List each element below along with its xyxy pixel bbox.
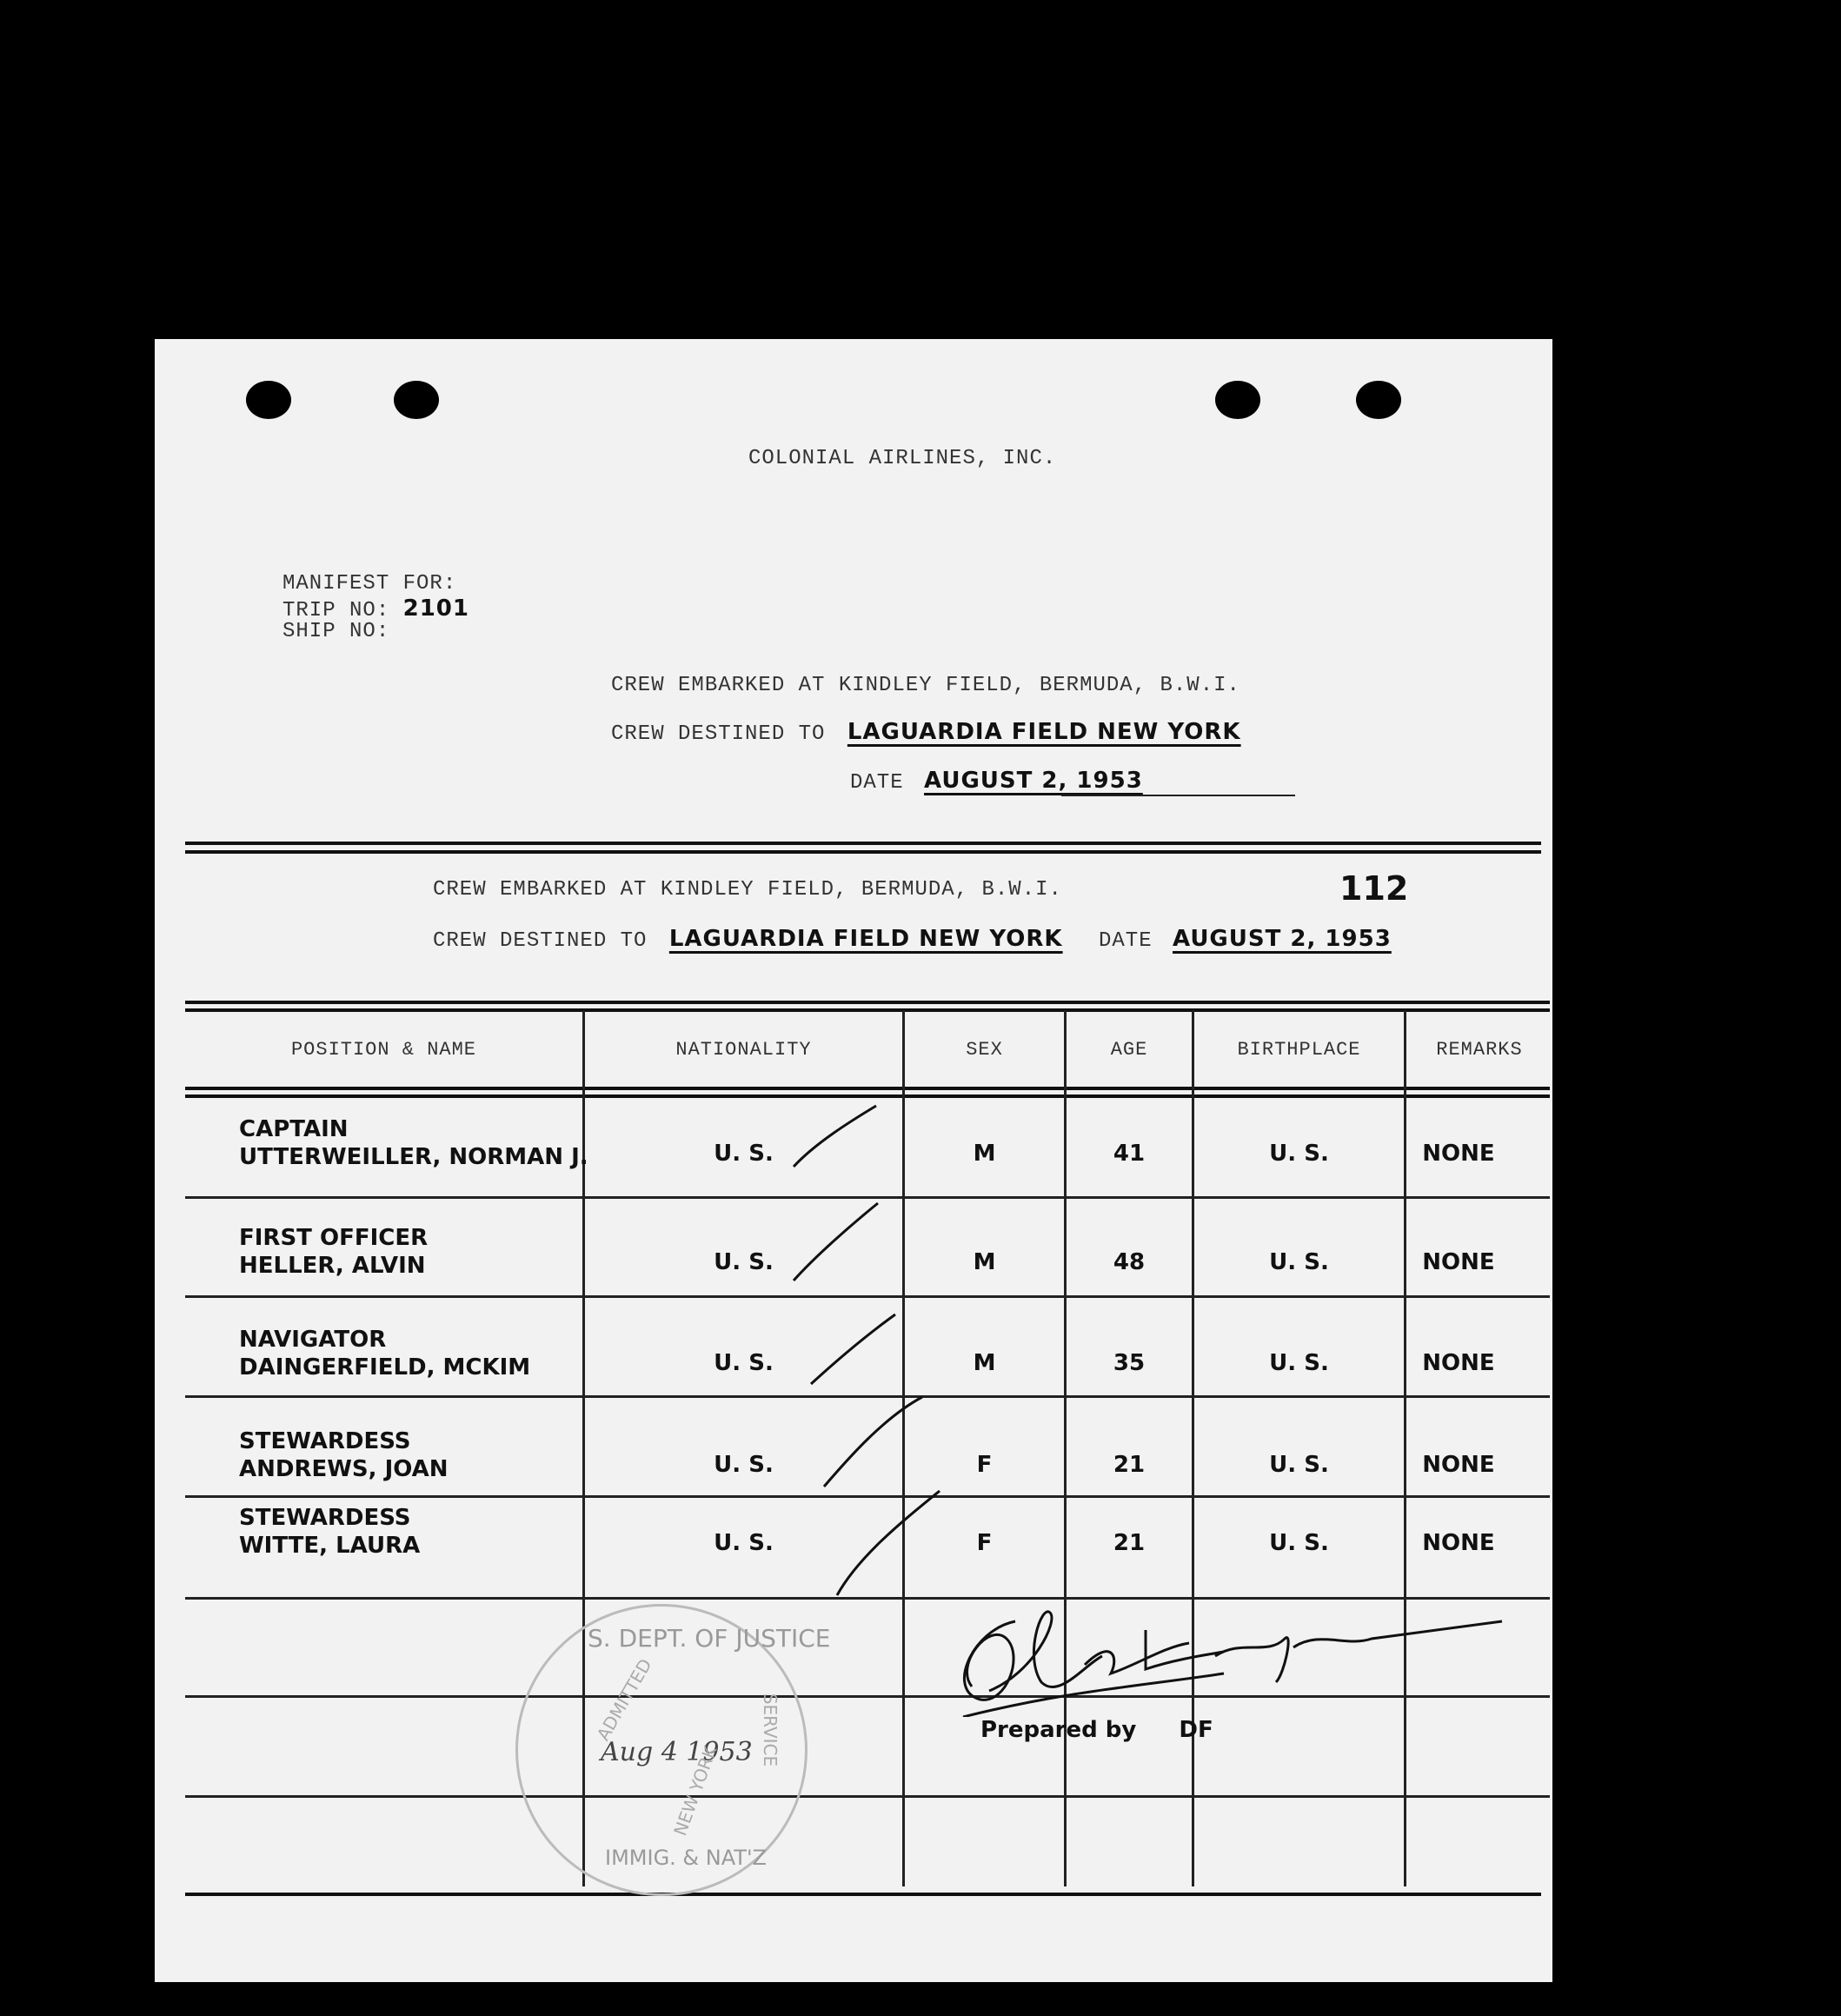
trip-label: TRIP NO: bbox=[282, 599, 390, 622]
crew-position: STEWARDESS bbox=[239, 1505, 411, 1531]
manifest-for-label: MANIFEST FOR: bbox=[282, 572, 457, 595]
upper-date: AUGUST 2, 1953 bbox=[924, 768, 1143, 794]
prepared-by-label: Prepared by bbox=[980, 1717, 1137, 1743]
age-cell: 21 bbox=[1113, 1530, 1146, 1556]
crew-name: WITTE, LAURA bbox=[239, 1533, 421, 1559]
crew-name: ANDREWS, JOAN bbox=[239, 1456, 449, 1482]
age-cell: 48 bbox=[1113, 1249, 1146, 1275]
remarks-cell: NONE bbox=[1422, 1249, 1495, 1275]
header-position-name: POSITION & NAME bbox=[290, 1039, 477, 1061]
header-nationality: NATIONALITY bbox=[675, 1039, 812, 1061]
nationality-cell: U. S. bbox=[714, 1249, 774, 1275]
remarks-cell: NONE bbox=[1422, 1452, 1495, 1478]
lower-destined-label: CREW DESTINED TO bbox=[433, 929, 648, 953]
header-remarks: REMARKS bbox=[1436, 1039, 1523, 1061]
nationality-cell: U. S. bbox=[714, 1452, 774, 1478]
stamp-admitted: ADMITTED bbox=[592, 1654, 656, 1745]
stamp-date: Aug 4 1953 bbox=[601, 1737, 753, 1767]
remarks-cell: NONE bbox=[1422, 1141, 1495, 1167]
nationality-cell: U. S. bbox=[714, 1530, 774, 1556]
crew-position: FIRST OFFICER bbox=[239, 1225, 429, 1251]
nationality-cell: U. S. bbox=[714, 1141, 774, 1167]
header-age: AGE bbox=[1110, 1039, 1148, 1061]
upper-date-label: DATE bbox=[850, 771, 904, 795]
birthplace-cell: U. S. bbox=[1269, 1530, 1329, 1556]
ship-label: SHIP NO: bbox=[282, 620, 390, 643]
stamp-top-text: S. DEPT. OF JUSTICE bbox=[588, 1624, 831, 1653]
header-birthplace: BIRTHPLACE bbox=[1237, 1039, 1361, 1061]
crew-name: DAINGERFIELD, MCKIM bbox=[239, 1354, 531, 1381]
sex-cell: M bbox=[973, 1141, 996, 1167]
stamp-bottom-text: IMMIG. & NAT'Z bbox=[605, 1846, 767, 1870]
upper-destination: LAGUARDIA FIELD NEW YORK bbox=[847, 719, 1241, 745]
header-sex: SEX bbox=[966, 1039, 1003, 1061]
birthplace-cell: U. S. bbox=[1269, 1452, 1329, 1478]
upper-embarked: CREW EMBARKED AT KINDLEY FIELD, BERMUDA, B.W.I. bbox=[611, 674, 1240, 697]
age-cell: 35 bbox=[1113, 1350, 1146, 1376]
upper-destined-label: CREW DESTINED TO bbox=[611, 722, 826, 746]
crew-position: NAVIGATOR bbox=[239, 1327, 387, 1353]
crew-position: CAPTAIN bbox=[239, 1116, 349, 1142]
sex-cell: F bbox=[976, 1452, 993, 1478]
age-cell: 41 bbox=[1113, 1141, 1146, 1167]
birthplace-cell: U. S. bbox=[1269, 1350, 1329, 1376]
crew-position: STEWARDESS bbox=[239, 1428, 411, 1454]
remarks-cell: NONE bbox=[1422, 1350, 1495, 1376]
birthplace-cell: U. S. bbox=[1269, 1141, 1329, 1167]
stamp-right-text: SERVICE bbox=[760, 1693, 781, 1767]
crew-name: HELLER, ALVIN bbox=[239, 1253, 426, 1279]
sex-cell: F bbox=[976, 1530, 993, 1556]
stamp-place: NEW YORK bbox=[669, 1743, 721, 1839]
lower-destination: LAGUARDIA FIELD NEW YORK bbox=[668, 926, 1063, 952]
lower-embarked: CREW EMBARKED AT KINDLEY FIELD, BERMUDA, B.W.I. bbox=[433, 878, 1062, 902]
sex-cell: M bbox=[973, 1350, 996, 1376]
age-cell: 21 bbox=[1113, 1452, 1146, 1478]
sex-cell: M bbox=[973, 1249, 996, 1275]
prepared-by-initials: DF bbox=[1179, 1717, 1213, 1743]
immigration-stamp bbox=[515, 1604, 831, 1896]
check-marks bbox=[155, 339, 1552, 1982]
prepared-by-row bbox=[980, 1717, 1213, 1743]
birthplace-cell: U. S. bbox=[1269, 1249, 1329, 1275]
lower-date-label: DATE bbox=[1098, 929, 1153, 953]
trip-number: 2101 bbox=[402, 595, 469, 622]
remarks-cell: NONE bbox=[1422, 1530, 1495, 1556]
lower-date: AUGUST 2, 1953 bbox=[1173, 926, 1392, 952]
page-number: 112 bbox=[1339, 869, 1409, 908]
nationality-cell: U. S. bbox=[714, 1350, 774, 1376]
manifest-page bbox=[155, 339, 1552, 1982]
company-name: COLONIAL AIRLINES, INC. bbox=[748, 447, 1057, 470]
crew-name: UTTERWEILLER, NORMAN J. bbox=[239, 1144, 588, 1170]
inspector-signature bbox=[937, 1604, 1528, 1717]
